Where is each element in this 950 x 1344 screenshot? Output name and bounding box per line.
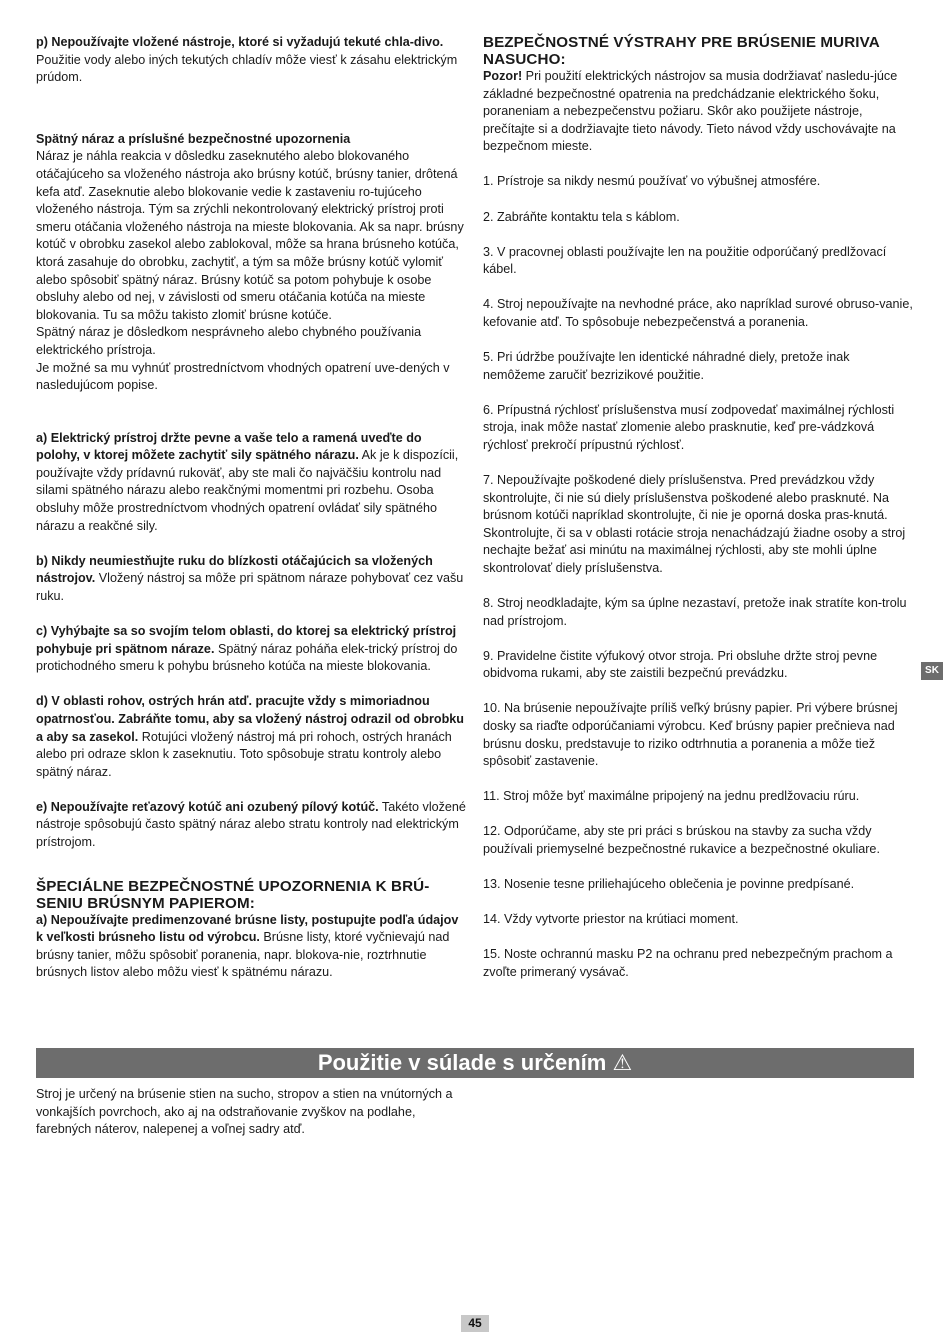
intended-use-text: Stroj je určený na brúsenie stien na sucho, stropov a stien na vnútorných a vonkajších povrchoch, ako aj na odstraňovanie zvyškov na podlahe, farebných náterov, nalepenej a voľnej sadry atď. xyxy=(36,1087,453,1137)
list-item: 3. V pracovnej oblasti používajte len na použitie odporúčaný predlžovací kábel. xyxy=(483,244,887,277)
list-item: 6. Prípustná rýchlosť príslušenstva musí zodpovedať maximálnej rýchlosti stroja, inak môže nastať zlomenie alebo prasknutie, keď pre-vádzková rýchlosť prekročí prípustnú rýchlosť. xyxy=(483,402,895,452)
kickback-text: Spätný náraz je dôsledkom nesprávneho alebo chybného používania elektrického prístroja. xyxy=(36,325,422,357)
list-item: 14. Vždy vytvorte priestor na krútiaci moment. xyxy=(483,912,739,927)
list-item: 8. Stroj neodkladajte, kým sa úplne nezastaví, pretože inak stratíte kon-trolu nad prístrojom. xyxy=(483,596,907,628)
right-heading: BEZPEČNOSTNÉ VÝSTRAHY PRE BRÚSENIE MURIVA NASUCHO: xyxy=(483,34,880,68)
left-column xyxy=(36,34,466,982)
kickback-text: Je možné sa mu vyhnúť prostredníctvom vhodných opatrení uve-dených v nasledujúcom popise. xyxy=(36,360,450,393)
pozor-paragraph: Pozor! Pri použití elektrických nástrojov sa musia dodržiavať nasledu-júce základné bezpečnostné opatrenia na predchádzanie elektrického šoku, poraneniam a nebezpečenstvu požiaru. Skôr ako použijete nástroje, prečítajte si a dodržiavajte tieto návody. Tieto návod vždy uschovávajte na bezpečnom mieste. xyxy=(483,69,898,154)
kickback-text: Náraz je náhla reakcia v dôsledku zaseknutého alebo blokovaného otáčajúceho sa vloženého nástroja ako brúsny kotúč, brúsny tanier, drôtená kefa atď. Zaseknutie alebo blokovanie vedie k zastaveniu ro-tujúceho vloženého nástroja. Tým sa zrýchli nekontrolovaný elektrický prístroj proti smeru otáčania vloženého nástroja na mieste blokovania. Ak sa napr. brúsny kotúč v obrobku zasekol alebo zablokoval, môže sa hrana brúsneho kotúča, ktorá zasahuje do obrobku, zachytiť, a tým sa môže brúsny kotúč vylomiť alebo spôsobiť spätný náraz. Brúsny kotúč sa potom pohybuje k osobe obsluhy alebo od nej, v závislosti od smeru otáčania kotúča na mieste blokovania. Tu sa môžu takisto zlomiť brúsne kotúče. xyxy=(36,149,464,322)
paragraph-d: d) V oblasti rohov, ostrých hrán atď. pracujte vždy s mimoriadnou opatrnosťou. Zabráňte tomu, aby sa vložený nástroj odrazil od obrobku a aby sa zasekol. Rotujúci vložený nástroj má pri rohoch, ostrých hranách alebo pri odraze sklon k zaseknutiu. Toto spôsobuje stratu kontroly alebo spätný náraz. xyxy=(36,694,464,779)
paragraph-e: e) Nepoužívajte reťazový kotúč ani ozubený pílový kotúč. Takéto vložené nástroje spôsobujú často spätný náraz alebo stratu kontroly nad elektrickým prístrojom. xyxy=(36,799,466,849)
section-banner: Použitie v súlade s určením ⚠ xyxy=(36,1048,914,1078)
list-item: 4. Stroj nepoužívajte na nevhodné práce, ako napríklad surové obruso-vanie, kefovanie atď. To spôsobuje nebezpečenstvá a poranenia. xyxy=(483,297,913,329)
list-item: 2. Zabráňte kontaktu tela s káblom. xyxy=(483,209,680,224)
paragraph-special-a: a) Nepoužívajte predimenzované brúsne listy, postupujte podľa údajov k veľkosti brúsneho listu od výrobcu. Brúsne listy, ktoré vyčnievajú nad brúsny tanier, môžu spôsobiť poranenia, napr. blokova-nie, roztrhnutie brúsnych listov alebo môžu viesť k spätnému nárazu. xyxy=(36,912,459,980)
list-item: 10. Na brúsenie nepoužívajte príliš veľký brúsny papier. Pri výbere brúsnej dosky sa riaďte odporúčaniami výrobcu. Keď brúsny papier prečnieva nad brúsnu dosku, predstavuje to riziko odtrhnutia a poranenia a môže tiež spôsobiť zastavenie. xyxy=(483,701,898,769)
special-heading: ŠPECIÁLNE BEZPEČNOSTNÉ UPOZORNENIA K BRÚ-SENIU BRÚSNYM PAPIEROM: xyxy=(36,877,430,912)
kickback-heading: Spätný náraz a príslušné bezpečnostné upozornenia xyxy=(36,131,351,146)
paragraph-a: a) Elektrický prístroj držte pevne a vaše telo a ramená uveďte do polohy, v ktorej môžete zachytiť sily spätného nárazu. Ak je k dispozícii, používajte vždy prídavnú rukoväť, aby ste mali čo najväčšiu kontrolu nad silami spätného nárazu alebo reakčnými momentmi pri rozbehu. Osoba obsluhy môže prostredníctvom vhodných opatrení ovládať sily spätného nárazu a reakčné sily. xyxy=(36,430,459,533)
paragraph-b: b) Nikdy neumiestňujte ruku do blízkosti otáčajúcich sa vložených nástrojov. Vložený nástroj sa môže pri spätnom náraze pohybovať cez vašu ruku. xyxy=(36,553,464,603)
list-item: 1. Prístroje sa nikdy nesmú používať vo výbušnej atmosfére. xyxy=(483,174,821,189)
paragraph-c: c) Vyhýbajte sa so svojím telom oblasti, do ktorej sa elektrický prístroj pohybuje pri spätnom náraze. Spätný náraz poháňa elek-trický prístroj do protichodného smeru k pohybu brúsneho kotúča na mieste blokovania. xyxy=(36,624,458,674)
right-column xyxy=(483,34,915,981)
list-item: 5. Pri údržbe používajte len identické náhradné diely, pretože inak nemôžeme zaručiť bezrizikové použitie. xyxy=(483,350,850,382)
language-tab: SK xyxy=(921,662,943,680)
list-item: 15. Noste ochrannú masku P2 na ochranu pred nebezpečným prachom a zvoľte primeraný vysávač. xyxy=(483,947,893,979)
list-item: 7. Nepoužívajte poškodené diely príslušenstva. Pred prevádzkou vždy skontrolujte, či nie sú diely príslušenstva poškodené alebo prasknuté. Na brúsnom kotúči napríklad skontrolujte, či nie je oporná doska pras-knutá. Skontrolujte, či sa v oblasti rotácie stroja nenachádzajú žiadne osoby a stroj nechajte bežať asi minútu na maximálnej rýchlosti, aby ste mohli úplne skontrolovať diely príslušenstva. xyxy=(483,473,906,575)
page-number: 45 xyxy=(461,1315,489,1332)
paragraph-p: p) Nepoužívajte vložené nástroje, ktoré si vyžadujú tekuté chla-divo. Použitie vody alebo iných tekutých chladív môže viesť k zásahu elektrickým prúdom. xyxy=(36,35,458,85)
list-item: 12. Odporúčame, aby ste pri práci s brúskou na stavby za sucha vždy používali priemyselné bezpečnostné rukavice a bezpečnostné okuliare. xyxy=(483,824,880,856)
list-item: 13. Nosenie tesne priliehajúceho oblečenia je povinne predpísané. xyxy=(483,877,855,892)
list-item: 11. Stroj môže byť maximálne pripojený na jednu predlžovaciu rúru. xyxy=(483,789,860,804)
list-item: 9. Pravidelne čistite výfukový otvor stroja. Pri obsluhe držte stroj pevne obidvoma rukami, aby ste zaistili bezpečnú prevádzku. xyxy=(483,648,878,681)
